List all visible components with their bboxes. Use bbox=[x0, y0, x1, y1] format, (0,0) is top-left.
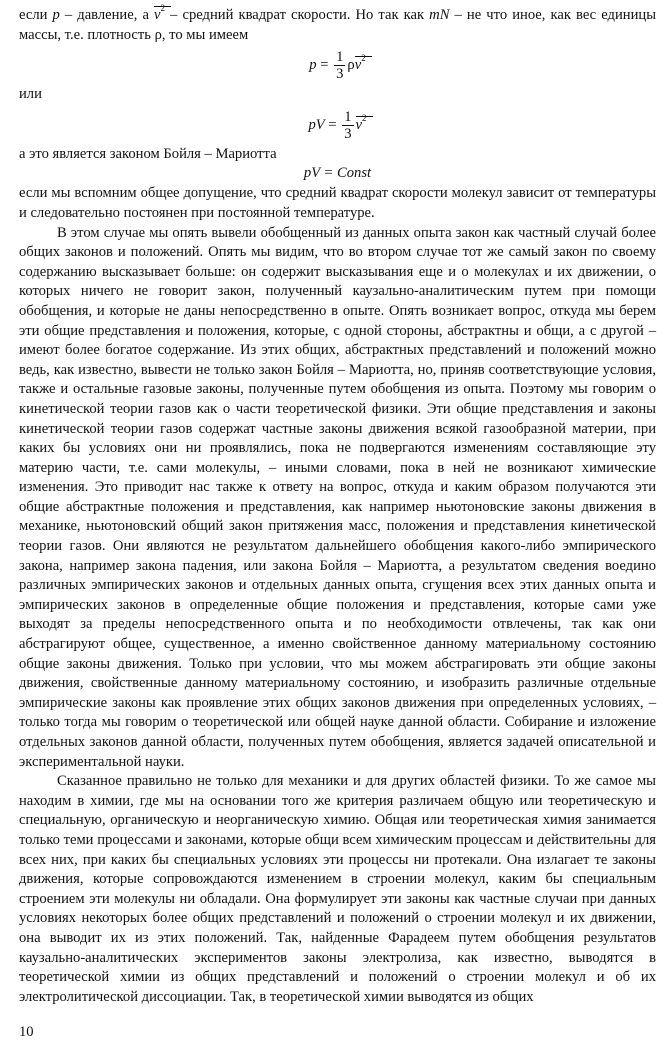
formula-lhs: p bbox=[309, 57, 317, 74]
text-segment: – давление, а bbox=[59, 7, 155, 23]
fraction-one-third: $\frac{1}{3}$ bbox=[336, 49, 344, 83]
connector-or: или bbox=[19, 86, 42, 103]
text-segment: – средний квадрат скорости. Но так как bbox=[165, 7, 430, 23]
variable-p: p bbox=[52, 7, 60, 23]
law-statement: а это является законом Бойля – Мариотта bbox=[19, 145, 277, 162]
variable-mN: mN bbox=[429, 7, 450, 23]
formula-equals: = bbox=[316, 57, 333, 74]
paragraph-chemistry: Сказанное правильно не только для механики и для других областей физики. То же самое мы находим в химии, где мы на основании того же критерия различаем общую или теоретическую и специальную, органическую и неорганическую химию. Общая или теоретическая химия занимается только теми процессами и законами, которые общи всем химическим процессам и действительны для всех них, при каких бы специальных условиях эти процессы ни протекали. Она излагает те законы движения, которые сопровождаются изменением в строении молекул, каким бы специальным строением эти молекулы ни обладали. Она формулирует эти законы как частные случаи при данных условиях некоторых более общих представлений и положений о строении молекул и их движении, она выводит их из этих положений. Так, найденные Фарадеем путем обобщения результатов каузально-аналитических экспериментов законы электролиза, как известно, выводятся в теоретической химии из общих представлений и положений о строении молекул и об их электролитической диссоциации. Так, в теоретической химии выводятся из общих bbox=[19, 773, 656, 1005]
paragraph-kinetic-theory: В этом случае мы опять вывели обобщенный из данных опыта закон как частный случай более общих законов и положений. Опять мы видим, что во втором случае тот же самый закон по своему содержанию высказывает больше: он содержит высказывания еще и о молекулах и их движении, о которых ничего не говорит закон, полученный каузально-аналитическим путем при помощи обобщения, и которые не даны непосредственно в опыте. Опять возникает вопрос, откуда мы берем эти общие представления и положения, которые, с одной стороны, абстрактны и общи, а с другой – имеют более богатое содержание. Из этих общих, абстрактных представлений и положений можно ведь, как известно, вывести не только закон Бойля – Мариотта, но, приняв соответствующие условия, также и остальные газовые законы, полученные путем обобщения из опыта. Поэтому мы говорим о кинетической теории газов как о части теоретической физики. Эти общие представления и законы кинетической теории газов содержат частные законы движения всякой газообразной материи, при каких бы условиях они ни проявлялись, пока не подвергаются изменениям составляющие эту материю части, т.е. сами молекулы, – иными словами, пока в ней не возникают химические изменения. Это приводит нас также к ответу на вопрос, откуда и каким образом получаются эти общие абстрактные положения и представления, как например ньютоновские законы движения в механике, ньютоновский общий закон притяжения масс, положения и представления кинетической теории газов. Они являются не результатом дальнейшего обобщения какого-либо эмпирического закона, например закона падения, или закона Бойля – Мариотта, а результатом сведения воедино различных эмпирических законов и отдельных данных опыта, сгущения всех этих данных опыта и эмпирических законов в определенные общие положения и представления, которые сами уже выходят за пределы непосредственного опыта и по необходимости отвлечены, так как они абстрагируют общее, существенное, а именно свойственное данному материальному состоянию общие законы движения. Только при условии, что мы можем абстрагировать эти общие законы движения, свойственные данному материальному состоянию, и изобразить различные отдельные эмпирические законы как проявление этих общих законов движения при определенных условиях, – только тогда мы говорим о теоретической или общей науке данной области. Собирание и изложение отдельных законов данной области, полученных путем обобщения, является задачей описательной и экспериментальной науки. bbox=[19, 224, 656, 770]
symbol-rho: ρ bbox=[347, 57, 355, 74]
formula-equals: = bbox=[324, 116, 341, 133]
text-segment: если bbox=[19, 7, 53, 23]
mean-square-velocity: $v^2$ bbox=[356, 116, 367, 136]
mean-square-velocity: $v^2$ bbox=[154, 6, 165, 26]
page-number: 10 bbox=[19, 1024, 34, 1040]
fraction-one-third: $\frac{1}{3}$ bbox=[344, 108, 352, 142]
paragraph-intro bbox=[19, 3, 656, 45]
formula-pv bbox=[19, 105, 656, 145]
paragraph-temperature: если мы вспомним общее допущение, что средний квадрат скорости молекул зависит от температуры и следовательно постоянен при постоянной температуре. bbox=[19, 185, 656, 221]
formula-lhs: pV bbox=[308, 116, 325, 133]
formula-pressure bbox=[19, 45, 656, 85]
document-page bbox=[19, 3, 656, 1007]
mean-square-velocity: $v^2$ bbox=[355, 56, 366, 76]
formula-boyle-mariotte: pV = Const bbox=[303, 165, 372, 182]
text-segment: – не что иное, как вес единицы массы, т.е. плотность ρ, то мы имеем bbox=[19, 7, 656, 43]
